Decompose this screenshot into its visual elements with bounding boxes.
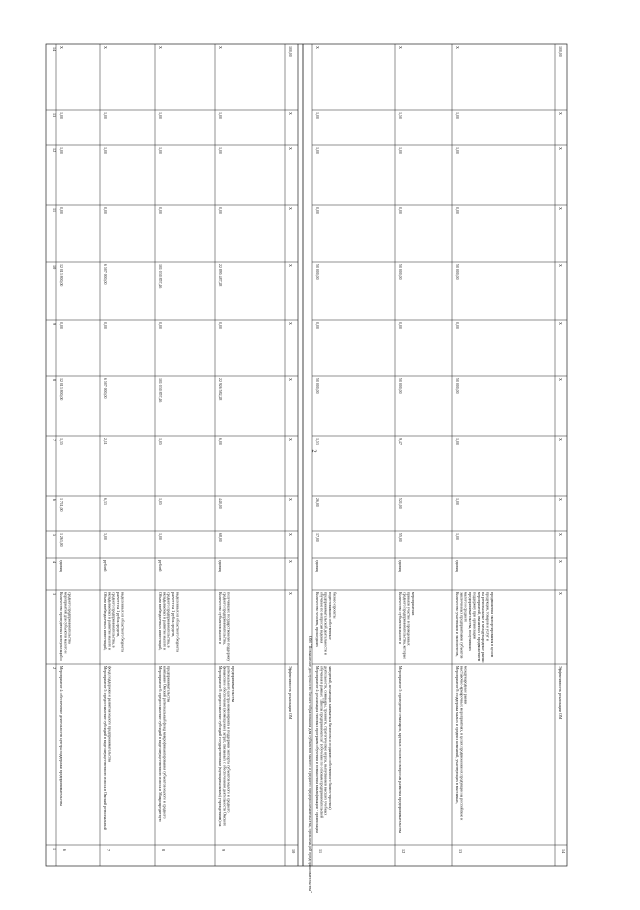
value-cell bbox=[287, 46, 292, 57]
svg-text:X: X bbox=[158, 46, 162, 49]
svg-text:1,00: 1,00 bbox=[158, 112, 162, 119]
svg-text:X: X bbox=[558, 147, 562, 150]
svg-text:X: X bbox=[558, 322, 562, 325]
value-cell bbox=[217, 147, 222, 154]
svg-text:Количество участников и экспон: Количество участников и экспонентов, bbox=[455, 592, 459, 657]
svg-text:1,00: 1,00 bbox=[455, 112, 459, 119]
column-number: 7 bbox=[52, 439, 57, 442]
value-cell bbox=[158, 46, 162, 49]
svg-text:X: X bbox=[455, 46, 459, 49]
unit-cell bbox=[59, 560, 63, 572]
svg-text:единиц: единиц bbox=[218, 560, 222, 572]
value-cell bbox=[397, 322, 402, 329]
svg-text:приняли участие в проведенных: приняли участие в проведенных bbox=[406, 592, 411, 646]
svg-text:22 926 582,28: 22 926 582,28 bbox=[218, 378, 222, 401]
svg-text:1,00: 1,00 bbox=[398, 147, 402, 154]
svg-text:расчете на 1 рубль средств,: расчете на 1 рубль средств, bbox=[116, 592, 121, 638]
svg-text:компанию Омский региональный ф: компанию Омский региональный фонд микрофинансирования субъектов малого и среднего bbox=[162, 666, 167, 819]
unit-cell bbox=[103, 560, 107, 571]
svg-text:обучения в рамках "Школы предп: обучения в рамках "Школы предпринимателя" (обучение по основам предпринимательской bbox=[319, 666, 324, 819]
column-number: 9 bbox=[52, 323, 57, 326]
svg-text:среднего предпринимательства,: среднего предпринимательства, bbox=[222, 592, 227, 645]
value-cell bbox=[314, 147, 319, 154]
svg-text:0,00: 0,00 bbox=[59, 207, 63, 214]
column-number: 6 bbox=[52, 499, 57, 502]
svg-text:выделенных из областного бюдже: выделенных из областного бюджета bbox=[120, 592, 125, 652]
column-number: 8 bbox=[52, 379, 57, 382]
svg-text:расчете на 1 рубль средств,: расчете на 1 рубль средств, bbox=[171, 592, 176, 638]
value-cell bbox=[397, 438, 402, 445]
value-cell bbox=[454, 147, 459, 154]
value-cell bbox=[314, 378, 319, 394]
svg-text:100,00: 100,00 bbox=[288, 46, 292, 57]
svg-text:12 013 800,00: 12 013 800,00 bbox=[59, 378, 63, 401]
value-cell bbox=[558, 438, 562, 441]
value-cell bbox=[454, 533, 459, 540]
value-cell bbox=[558, 498, 562, 501]
svg-text:предпринимательства: предпринимательства bbox=[231, 666, 236, 703]
svg-text:X: X bbox=[558, 112, 562, 115]
svg-text:1 711,00: 1 711,00 bbox=[59, 498, 63, 512]
svg-text:1 263,00: 1 263,00 bbox=[59, 533, 63, 547]
value-cell bbox=[454, 438, 459, 445]
svg-text:среднего предпринимательства,: среднего предпринимательства, в bbox=[111, 592, 116, 648]
svg-text:X: X bbox=[288, 438, 292, 441]
value-cell bbox=[314, 438, 319, 445]
value-cell bbox=[314, 533, 319, 542]
value-cell bbox=[288, 438, 292, 441]
svg-text:55,00: 55,00 bbox=[398, 533, 402, 542]
value-cell bbox=[58, 112, 63, 119]
svg-text:X: X bbox=[288, 533, 292, 536]
column-number: 10 bbox=[52, 265, 57, 270]
value-cell bbox=[102, 378, 107, 398]
value-cell bbox=[315, 46, 319, 49]
svg-text:50 000,00: 50 000,00 bbox=[398, 264, 402, 280]
column-number: 12 bbox=[52, 148, 57, 153]
svg-text:17,00: 17,00 bbox=[315, 533, 319, 542]
svg-text:1,00: 1,00 bbox=[455, 498, 459, 505]
svg-text:1,00: 1,00 bbox=[455, 147, 459, 154]
column-number: 13 bbox=[52, 113, 57, 118]
value-cell bbox=[58, 438, 63, 445]
svg-text:0,00: 0,00 bbox=[398, 207, 402, 214]
svg-text:1,00: 1,00 bbox=[158, 533, 162, 540]
value-cell bbox=[558, 264, 562, 267]
value-cell bbox=[102, 112, 107, 119]
value-cell bbox=[397, 264, 402, 280]
svg-text:1,00: 1,00 bbox=[218, 112, 222, 119]
svg-text:1,50: 1,50 bbox=[398, 112, 402, 119]
svg-text:6,33: 6,33 bbox=[103, 498, 107, 505]
value-cell bbox=[157, 112, 162, 119]
svg-text:1,53: 1,53 bbox=[315, 438, 319, 445]
svg-text:0,00: 0,00 bbox=[59, 322, 63, 329]
value-cell bbox=[288, 322, 292, 325]
indicator-cell bbox=[398, 592, 415, 659]
indicator-cell bbox=[314, 592, 336, 655]
event-cell bbox=[103, 666, 111, 830]
indicator-cell bbox=[454, 592, 494, 662]
svg-text:0,00: 0,00 bbox=[103, 322, 107, 329]
value-cell bbox=[454, 264, 459, 280]
svg-text:0,00: 0,00 bbox=[455, 207, 459, 214]
indicator-cell bbox=[59, 592, 72, 661]
svg-text:6 507 000,00: 6 507 000,00 bbox=[103, 264, 107, 285]
svg-text:среднего предпринимательства: среднего предпринимательства bbox=[67, 592, 72, 644]
value-cell bbox=[455, 46, 459, 49]
svg-text:обучение по вопросам ведения: обучение по вопросам ведения bbox=[319, 592, 324, 644]
value-cell bbox=[397, 112, 402, 119]
value-cell bbox=[59, 46, 63, 49]
value-cell bbox=[397, 378, 402, 394]
svg-text:26,00: 26,00 bbox=[315, 498, 319, 507]
value-cell bbox=[217, 112, 222, 119]
svg-text:50 000,00: 50 000,00 bbox=[455, 378, 459, 394]
row-number: 12 bbox=[401, 849, 406, 854]
svg-text:6,00: 6,00 bbox=[218, 438, 222, 445]
value-cell bbox=[58, 264, 63, 286]
value-cell bbox=[454, 207, 459, 214]
column-number: 3 bbox=[52, 593, 57, 596]
svg-text:X: X bbox=[558, 264, 562, 267]
svg-text:0,00: 0,00 bbox=[158, 207, 162, 214]
svg-text:1,00: 1,00 bbox=[218, 147, 222, 154]
event-cell bbox=[454, 666, 468, 820]
svg-text:Эффективность реализации ОМ: Эффективность реализации ОМ bbox=[558, 666, 562, 720]
svg-text:0,00: 0,00 bbox=[398, 322, 402, 329]
value-cell bbox=[58, 378, 63, 400]
row-number: 11 bbox=[318, 849, 323, 854]
svg-text:мероприятий, связанных с продв: мероприятий, связанных с продвижением bbox=[476, 592, 481, 662]
column-number: 14 bbox=[52, 47, 57, 52]
svg-text:Объем внебюджетных инвестиций,: Объем внебюджетных инвестиций, bbox=[103, 592, 107, 651]
svg-text:440,00: 440,00 bbox=[218, 498, 222, 509]
value-cell bbox=[558, 322, 562, 325]
value-cell bbox=[454, 378, 459, 394]
svg-text:X: X bbox=[288, 207, 292, 210]
svg-text:0,00: 0,00 bbox=[455, 322, 459, 329]
svg-text:0,00: 0,00 bbox=[315, 207, 319, 214]
svg-text:среднего предпринимательства,: среднего предпринимательства, которые bbox=[402, 592, 407, 660]
value-cell bbox=[102, 264, 107, 284]
value-cell bbox=[558, 112, 562, 115]
svg-text:50 000,00: 50 000,00 bbox=[315, 378, 319, 394]
svg-text:X: X bbox=[288, 322, 292, 325]
svg-text:1,00: 1,00 bbox=[315, 112, 319, 119]
row-number: 9 bbox=[221, 849, 226, 852]
svg-text:Количество проведенных консуль: Количество проведенных консультаций и bbox=[59, 592, 63, 661]
svg-text:1,00: 1,00 bbox=[315, 147, 319, 154]
svg-text:регионального центра инжинирин: регионального центра инжиниринга и поддержки экспорта субъектов малого и среднего bbox=[226, 666, 231, 813]
column-number: 5 bbox=[52, 534, 57, 537]
value-cell bbox=[314, 112, 319, 119]
indicator-cell bbox=[288, 592, 292, 595]
svg-text:предпринимательства: предпринимательства bbox=[166, 666, 171, 703]
svg-text:заведений, желающих заниматься: заведений, желающих заниматься бизнесом и созданию собственного бизнес-проекта) bbox=[328, 666, 333, 810]
svg-text:12 013 800,00: 12 013 800,00 bbox=[59, 264, 63, 287]
row-number: 10 bbox=[291, 849, 296, 854]
svg-text:единиц: единиц bbox=[59, 560, 63, 572]
value-cell bbox=[314, 264, 319, 280]
value-cell bbox=[558, 207, 562, 210]
svg-text:Мероприятие 4: обеспечение дея: Мероприятие 4: обеспечение деятельности центра поддержки предпринимательства bbox=[59, 666, 63, 806]
value-cell bbox=[314, 207, 319, 214]
value-cell bbox=[102, 207, 107, 214]
svg-text:X: X bbox=[558, 498, 562, 501]
svg-text:поддержку при организации: поддержку при организации bbox=[472, 592, 477, 639]
svg-text:среднего предпринимательства,: среднего предпринимательства, в bbox=[166, 592, 171, 648]
svg-text:продвижения экспортирования в: продвижения экспортирования в целом bbox=[489, 592, 494, 658]
row-number: 14 bbox=[561, 849, 566, 854]
value-cell bbox=[397, 498, 402, 509]
value-cell bbox=[288, 207, 292, 210]
column-number: 11 bbox=[52, 208, 57, 213]
svg-text:50 000,00: 50 000,00 bbox=[398, 378, 402, 394]
value-cell bbox=[454, 322, 459, 329]
value-cell bbox=[102, 322, 107, 329]
svg-text:X: X bbox=[558, 378, 562, 381]
svg-text:101 030 857,46: 101 030 857,46 bbox=[158, 264, 162, 289]
value-cell bbox=[58, 322, 63, 329]
value-cell bbox=[288, 147, 292, 150]
svg-text:X: X bbox=[288, 264, 292, 267]
value-cell bbox=[397, 533, 402, 542]
row-number: 13 bbox=[458, 849, 463, 854]
svg-text:101 030 857,46: 101 030 857,46 bbox=[158, 378, 162, 403]
svg-text:X: X bbox=[288, 112, 292, 115]
svg-text:1,05: 1,05 bbox=[158, 498, 162, 505]
value-cell bbox=[314, 498, 319, 507]
value-cell bbox=[218, 46, 222, 49]
indicator-cell bbox=[218, 592, 231, 661]
svg-text:100,00: 100,00 bbox=[558, 46, 562, 57]
svg-text:мероприятий для субъектов мало: мероприятий для субъектов малого и bbox=[63, 592, 68, 654]
event-cell bbox=[158, 666, 171, 822]
value-cell bbox=[58, 207, 63, 214]
value-cell bbox=[288, 498, 292, 501]
value-cell bbox=[157, 322, 162, 329]
svg-text:деятельности, семинары, тренин: деятельности, семинары, тренинги, стратегические курсы, выпускников высших учебных bbox=[323, 666, 328, 816]
svg-text:X: X bbox=[288, 147, 292, 150]
svg-text:международные рынки: международные рынки bbox=[463, 666, 468, 705]
svg-text:единиц: единиц bbox=[315, 560, 319, 572]
event-cell bbox=[315, 666, 332, 833]
svg-text:Мероприятие 8: поддержка малых: Мероприятие 8: поддержка малых и средних компаний, участвующих в выставках, bbox=[455, 666, 459, 804]
table-border bbox=[46, 44, 567, 866]
svg-text:получивших государственную под: получивших государственную поддержку bbox=[226, 592, 231, 662]
value-cell bbox=[157, 264, 162, 288]
svg-text:9,47: 9,47 bbox=[398, 438, 402, 445]
svg-text:X: X bbox=[558, 592, 562, 595]
value-cell bbox=[58, 147, 63, 154]
svg-text:рублей: рублей bbox=[103, 560, 107, 572]
svg-text:Количество субъектов малого и: Количество субъектов малого и bbox=[218, 592, 222, 645]
svg-text:0,00: 0,00 bbox=[158, 322, 162, 329]
unit-cell bbox=[315, 560, 319, 572]
svg-text:единиц: единиц bbox=[398, 560, 402, 572]
unit-cell bbox=[218, 560, 222, 572]
svg-text:единиц: единиц bbox=[455, 560, 459, 572]
section-title: ОМ "Повышение доступности бизнес-образования для субъектов малого и среднего предпринимательства, организаций предпринимательства" bbox=[308, 636, 313, 893]
svg-text:50 000,00: 50 000,00 bbox=[455, 264, 459, 280]
svg-text:X: X bbox=[288, 560, 292, 563]
svg-text:0,00: 0,00 bbox=[315, 322, 319, 329]
svg-text:фонд поддержки и развития мало: фонд поддержки и развития малого предпринимательства bbox=[107, 666, 112, 763]
svg-text:малого и среднего: малого и среднего bbox=[463, 592, 468, 623]
unit-cell bbox=[455, 560, 459, 572]
unit-cell bbox=[558, 560, 562, 563]
svg-text:0,00: 0,00 bbox=[218, 322, 222, 329]
svg-text:вкладываемых в развитие малого: вкладываемых в развитие малого и bbox=[162, 592, 167, 651]
value-cell bbox=[454, 498, 459, 505]
svg-text:Мероприятие 8: предоставление: Мероприятие 8: предоставление субсидий государственным (муниципальным) учреждениям) на bbox=[218, 666, 222, 827]
value-cell bbox=[157, 438, 162, 445]
svg-text:X: X bbox=[558, 560, 562, 563]
unit-cell bbox=[288, 560, 292, 563]
event-cell bbox=[59, 666, 63, 806]
value-cell bbox=[157, 498, 162, 505]
svg-text:68,00: 68,00 bbox=[218, 533, 222, 542]
row-number: 7 bbox=[106, 849, 111, 852]
value-cell bbox=[217, 264, 222, 286]
svg-text:подготовивших собственные: подготовивших собственные bbox=[328, 592, 333, 640]
svg-text:50 000,00: 50 000,00 bbox=[315, 264, 319, 280]
svg-text:0,00: 0,00 bbox=[218, 207, 222, 214]
page-number: 2 bbox=[310, 449, 317, 453]
svg-text:X: X bbox=[558, 207, 562, 210]
value-cell bbox=[288, 533, 292, 536]
event-cell bbox=[288, 666, 292, 720]
unit-cell bbox=[398, 560, 402, 572]
value-cell bbox=[102, 533, 107, 540]
value-cell bbox=[58, 533, 63, 547]
value-cell bbox=[217, 378, 222, 400]
svg-text:0,00: 0,00 bbox=[103, 207, 107, 214]
value-cell bbox=[103, 46, 107, 49]
svg-text:1,00: 1,00 bbox=[158, 147, 162, 154]
svg-text:мероприятиях: мероприятиях bbox=[411, 592, 416, 616]
svg-text:рублей: рублей bbox=[158, 560, 162, 572]
svg-text:заключенных предприятиями субъ: заключенных предприятиями субъектов bbox=[459, 592, 464, 659]
value-cell bbox=[288, 112, 292, 115]
svg-text:1,35: 1,35 bbox=[59, 438, 63, 445]
value-cell bbox=[157, 378, 162, 402]
value-cell bbox=[217, 438, 222, 445]
svg-text:Мероприятие 6: предоставление: Мероприятие 6: предоставление субсидий в виде имущественного взноса в Микрокредитную bbox=[158, 666, 162, 822]
value-cell bbox=[288, 378, 292, 381]
svg-text:X: X bbox=[398, 46, 402, 49]
svg-text:на региональные и международны: на региональные и международные рынки bbox=[481, 592, 486, 663]
svg-text:вкладываемых в развитие малого: вкладываемых в развитие малого и bbox=[107, 592, 112, 651]
svg-text:X: X bbox=[558, 438, 562, 441]
indicator-cell bbox=[558, 592, 562, 595]
value-cell bbox=[217, 498, 222, 509]
svg-text:X: X bbox=[288, 592, 292, 595]
event-cell bbox=[397, 666, 402, 833]
svg-text:6 507 000,00: 6 507 000,00 bbox=[103, 378, 107, 399]
value-cell bbox=[397, 207, 402, 214]
svg-text:выделенных из областного бюдже: выделенных из областного бюджета bbox=[175, 592, 180, 652]
svg-text:Количество субъектов малого и: Количество субъектов малого и bbox=[398, 592, 402, 645]
svg-text:X: X bbox=[315, 46, 319, 49]
svg-text:3,00: 3,00 bbox=[103, 533, 107, 540]
svg-text:Мероприятие 4: реализация типо: Мероприятие 4: реализация типовых программ обучения и повышения квалификации - организация bbox=[315, 666, 319, 833]
svg-text:1,00: 1,00 bbox=[59, 112, 63, 119]
value-cell bbox=[558, 378, 562, 381]
svg-text:продукции, товаров и услуг и: продукции, товаров и услуг и bbox=[485, 592, 490, 641]
event-cell bbox=[218, 666, 235, 827]
value-cell bbox=[102, 147, 107, 154]
column-number: 4 bbox=[52, 561, 57, 564]
svg-text:X: X bbox=[218, 46, 222, 49]
value-cell bbox=[102, 498, 107, 505]
svg-text:выставочно-ярмарочных мероприя: выставочно-ярмарочных мероприятиях, в целях продвижения их продукции на российские и bbox=[459, 666, 464, 821]
value-cell bbox=[558, 533, 562, 536]
value-cell bbox=[217, 533, 222, 542]
value-cell bbox=[454, 112, 459, 119]
value-cell bbox=[157, 207, 162, 214]
column-number: 1 bbox=[52, 848, 57, 851]
row-number: 6 bbox=[62, 849, 67, 852]
svg-text:1,00: 1,00 bbox=[103, 147, 107, 154]
value-cell bbox=[157, 147, 162, 154]
svg-text:Мероприятие 5: предоставление: Мероприятие 5: предоставление субсидий в виде имущественного взноса в Омский региональный bbox=[103, 666, 107, 830]
svg-text:финансовое обеспечение (возмещ: финансовое обеспечение (возмещение) затрат, связанных с обеспечением деятельности Омского bbox=[222, 666, 227, 827]
value-cell bbox=[288, 264, 292, 267]
event-cell bbox=[558, 666, 562, 720]
svg-text:X: X bbox=[103, 46, 107, 49]
svg-text:X: X bbox=[59, 46, 63, 49]
value-cell bbox=[397, 147, 402, 154]
svg-text:2,11: 2,11 bbox=[103, 438, 107, 445]
value-cell bbox=[217, 322, 222, 329]
svg-text:X: X bbox=[558, 533, 562, 536]
value-cell bbox=[314, 322, 319, 329]
svg-text:X: X bbox=[288, 378, 292, 381]
svg-text:Мероприятие 5: проведение семи: Мероприятие 5: проведение семинаров, круглых столов по вопросам развития предпринимательства bbox=[398, 666, 402, 834]
value-cell bbox=[398, 46, 402, 49]
value-cell bbox=[557, 46, 562, 57]
value-cell bbox=[558, 147, 562, 150]
column-number: 2 bbox=[52, 667, 57, 670]
value-cell bbox=[217, 207, 222, 214]
svg-text:521,00: 521,00 bbox=[398, 498, 402, 509]
svg-text:Объем внебюджетных инвестиций,: Объем внебюджетных инвестиций, bbox=[158, 592, 162, 651]
svg-text:1,05: 1,05 bbox=[158, 438, 162, 445]
svg-text:предпринимательской деятельнос: предпринимательской деятельности и bbox=[323, 592, 328, 655]
value-cell bbox=[102, 438, 107, 445]
svg-text:X: X bbox=[288, 498, 292, 501]
svg-text:1,00: 1,00 bbox=[59, 147, 63, 154]
svg-text:1,00: 1,00 bbox=[103, 112, 107, 119]
indicator-cell bbox=[102, 592, 124, 652]
row-number: 8 bbox=[161, 849, 166, 852]
svg-text:Эффективность реализации ОМ: Эффективность реализации ОМ bbox=[288, 666, 292, 720]
unit-cell bbox=[158, 560, 162, 571]
svg-text:бизнес-проекты: бизнес-проекты bbox=[332, 592, 337, 619]
svg-text:1,00: 1,00 bbox=[455, 438, 459, 445]
svg-text:Количество человек, прошедших: Количество человек, прошедших bbox=[315, 592, 319, 647]
value-cell bbox=[58, 498, 63, 512]
svg-text:предпринимательства, получивши: предпринимательства, получивших bbox=[468, 592, 473, 651]
svg-text:1,00: 1,00 bbox=[455, 533, 459, 540]
value-cell bbox=[157, 533, 162, 540]
svg-text:22 895 487,28: 22 895 487,28 bbox=[218, 264, 222, 287]
indicator-cell bbox=[157, 592, 179, 652]
